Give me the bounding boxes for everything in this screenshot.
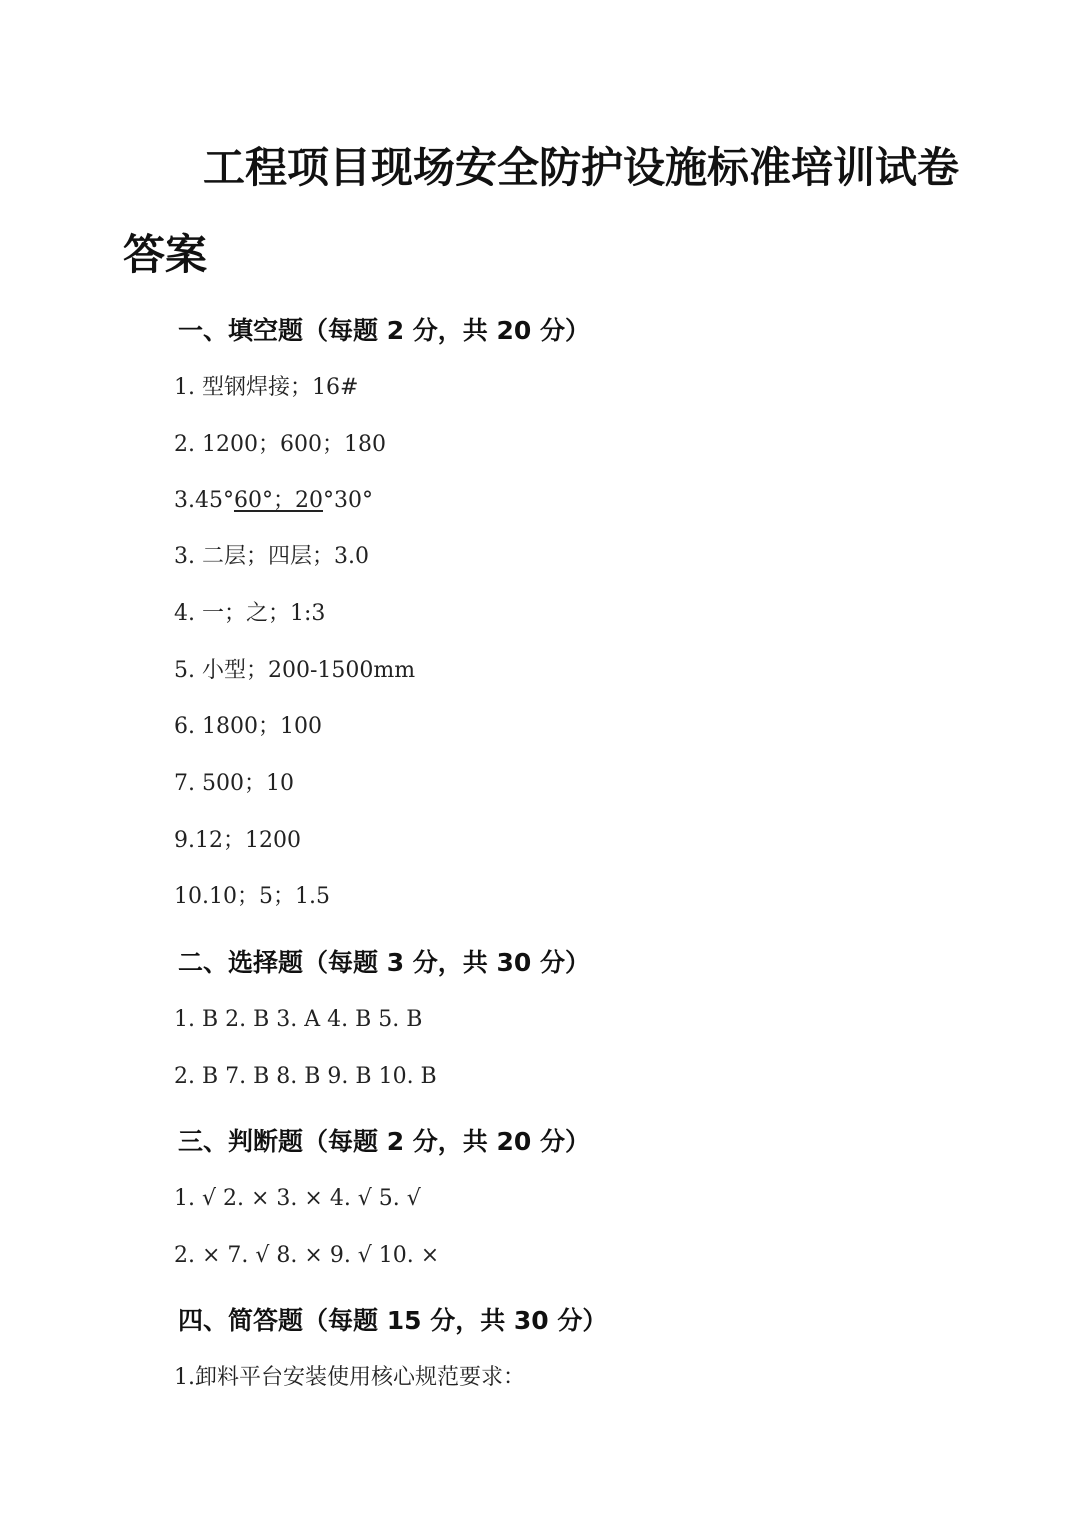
answer-line: 5. 小型；200-1500mm	[174, 658, 416, 683]
section-heading-multiple-choice: 二、选择题（每题 3 分，共 30 分）	[178, 948, 591, 977]
answer-line: 1. 型钢焊接；16#	[174, 375, 359, 400]
answer-line: 10.10；5；1.5	[174, 884, 330, 909]
answer-line: 1. √ 2. × 3. × 4. √ 5. √	[174, 1186, 421, 1211]
document-title: 工程项目现场安全防护设施标准培训试卷	[203, 143, 960, 192]
answer-line	[174, 490, 373, 512]
underlined-answer: 60°；20	[233, 488, 323, 513]
section-heading-short-answer: 四、简答题（每题 15 分，共 30 分）	[178, 1306, 608, 1335]
answer-line: 2. B 7. B 8. B 9. B 10. B	[174, 1064, 437, 1089]
answer-line-part: °30°	[322, 488, 373, 513]
answer-line: 1.卸料平台安装使用核心规范要求：	[174, 1365, 525, 1390]
section-heading-true-false: 三、判断题（每题 2 分，共 20 分）	[178, 1127, 591, 1156]
answer-line: 6. 1800；100	[174, 714, 322, 739]
answer-line: 1. B 2. B 3. A 4. B 5. B	[174, 1007, 423, 1032]
answer-line: 9.12；1200	[174, 828, 301, 853]
answer-line-part: 3.45°	[174, 488, 234, 513]
answer-line: 4. 一；之；1:3	[174, 601, 326, 626]
answer-line: 7. 500；10	[174, 771, 294, 796]
answer-line: 2. 1200；600；180	[174, 432, 386, 457]
answer-line: 3. 二层；四层；3.0	[174, 544, 369, 569]
answer-line: 2. × 7. √ 8. × 9. √ 10. ×	[174, 1243, 440, 1268]
section-heading-fill-in-blank: 一、填空题（每题 2 分，共 20 分）	[178, 316, 591, 345]
document-title-continued: 答案	[123, 230, 208, 279]
